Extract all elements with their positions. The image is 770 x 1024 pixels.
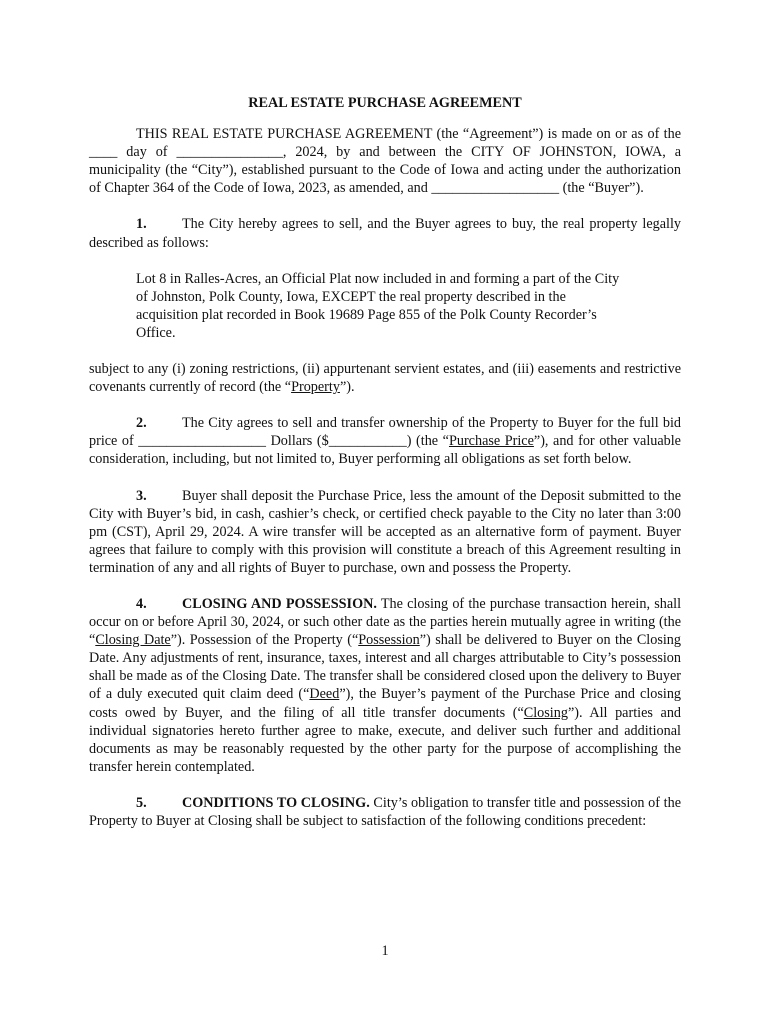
intro-text: THIS REAL ESTATE PURCHASE AGREEMENT (the “Agreement”) is made on or as of the ____ day of _______________, 2024, by and between the CITY OF JOHNSTON, IOWA, a municipality (the “City”), established pursuant to the Code of Iowa and acting under the authorization of Chapter 364 of the Code of Iowa, 2023, as amended, and __________________ (the “Buyer”). [89, 126, 681, 197]
document-body [89, 94, 681, 830]
section-5-heading: CONDITIONS TO CLOSING. [182, 794, 370, 811]
section-4-heading: CLOSING AND POSSESSION. [182, 595, 377, 612]
section-2-text-a: The City agrees to sell and transfer ownership of the Property to Buyer for the full bid price of __________________ Dollars ($___________) (the “ [89, 415, 681, 450]
section-4 [89, 595, 681, 776]
page-number: 1 [381, 943, 389, 959]
defined-term-closing-date: Closing Date [95, 632, 171, 649]
section-4-text-c: ”) shall be delivered to Buyer on the Closing Date. Any adjustments of rent, insurance, taxes, interest and all charges attributable to City’s possession shall be made as of the Closing Date. The transfer shall be considered closed upon the delivery to Buyer of a duly executed quit claim deed (“ [89, 632, 681, 703]
section-1-number: 1. [136, 216, 147, 233]
section-2-text-b: ”), and for other valuable consideration, including, but not limited to, Buyer performing all obligations as set forth below. [89, 433, 681, 468]
section-2 [89, 414, 681, 468]
defined-term-closing: Closing [523, 704, 568, 721]
defined-term-possession: Possession [358, 632, 420, 649]
intro-paragraph [89, 125, 681, 197]
document-title: REAL ESTATE PURCHASE AGREEMENT [248, 95, 522, 111]
section-4-text-d: ”), the Buyer’s payment of the Purchase Price and closing costs owed by Buyer, and the filing of all title transfer documents (“ [89, 686, 682, 721]
section-4-text-b: ”). Possession of the Property (“ [170, 632, 359, 649]
section-4-text-a: The closing of the purchase transaction herein, shall occur on or before April 30, 2024, or such other date as the parties herein mutually agree in writing (the “ [89, 595, 682, 649]
section-4-number: 4. [136, 595, 147, 612]
section-5-text: City’s obligation to transfer title and possession of the Property to Buyer at Closing shall be subject to satisfaction of the following conditions precedent: [89, 794, 681, 829]
section-4-text-e: ”). All parties and individual signatories hereto further agree to make, execute, and deliver such further and additional documents as may be reasonably requested by the other party for the purpose of accomplishing the transfer herein contemplated. [89, 704, 682, 775]
section-2-number: 2. [136, 415, 147, 432]
subject-paragraph [89, 360, 681, 396]
section-1-text: The City hereby agrees to sell, and the Buyer agrees to buy, the real property legally described as follows: [89, 216, 681, 251]
subject-text-b: ”). [339, 379, 355, 396]
defined-term-deed: Deed [309, 686, 340, 703]
defined-term-purchase-price: Purchase Price [448, 433, 534, 450]
section-3 [89, 487, 681, 577]
section-5-number: 5. [136, 794, 147, 811]
subject-text-a: subject to any (i) zoning restrictions, (ii) appurtenant servient estates, and (iii) easements and restrictive covenants currently of record (the “ [89, 361, 681, 396]
section-3-text: Buyer shall deposit the Purchase Price, less the amount of the Deposit submitted to the City with Buyer’s bid, in cash, cashier’s check, or certified check payable to the City no later than 3:00 pm (CST), April 29, 2024. A wire transfer will be accepted as an alternative form of payment. Buyer agrees that failure to comply with this provision will constitute a breach of this Agreement resulting in termination of any and all rights of Buyer to purchase, own and possess the Property. [89, 487, 681, 576]
section-3-number: 3. [136, 487, 147, 504]
section-5 [89, 794, 681, 830]
legal-description: Lot 8 in Ralles-Acres, an Official Plat now included in and forming a part of the City of Johnston, Polk County, Iowa, EXCEPT the real property described in the acquisition plat recorded in Book 19689 Page 855 of the Polk County Recorder’s Office. [136, 270, 620, 341]
section-1 [89, 215, 681, 251]
defined-term-property: Property [291, 379, 340, 396]
